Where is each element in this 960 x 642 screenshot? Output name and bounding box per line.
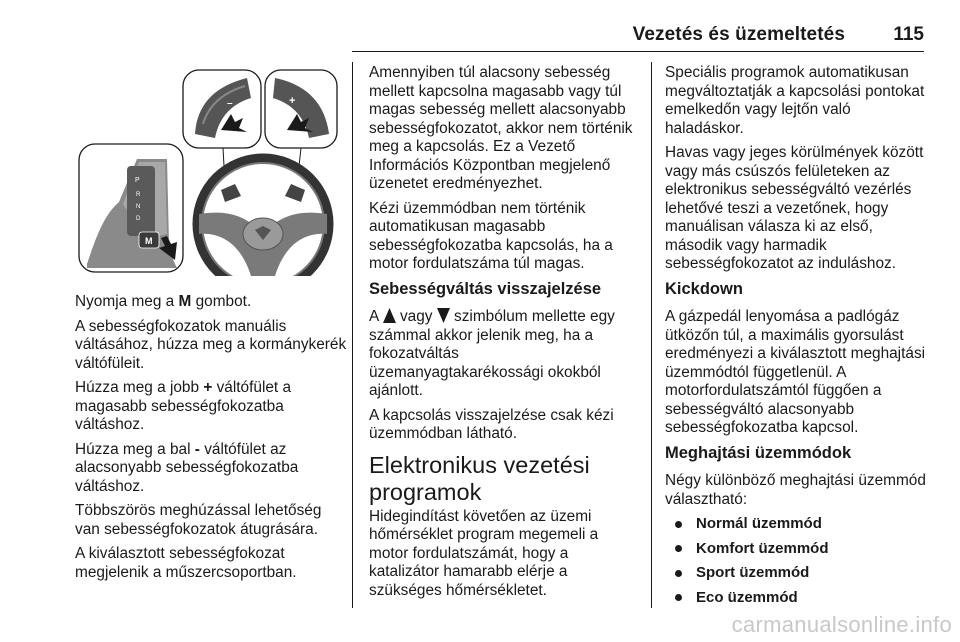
svg-text:R: R bbox=[136, 192, 141, 198]
page-header bbox=[0, 0, 960, 52]
svg-text:P: P bbox=[135, 177, 140, 184]
gear-lever-inset bbox=[79, 144, 183, 272]
paragraph: Húzza meg a jobb + váltófület a magasabb sebességfokozatba váltáshoz. bbox=[75, 379, 292, 433]
bullet-icon bbox=[675, 570, 682, 577]
paragraph: Kézi üzemmódban nem történik automatikusan magasabb sebességfokozatba kapcsolás, ha a motor fordulatszáma túl magas. bbox=[369, 199, 613, 272]
paragraph: A kapcsolás visszajelzése csak kézi üzemmódban látható. bbox=[369, 406, 614, 442]
shift-up-icon bbox=[383, 308, 396, 323]
list-item: Sport üzemmód bbox=[665, 564, 929, 583]
svg-text:D: D bbox=[136, 216, 141, 222]
paragraph: A gázpedál lenyomása a padlógáz ütközőn túl, a maximális gyorsulást eredményezi a kiválasztott meghajtási üzemmódtól függetlenül. A motorfordulatszámtól függően a sebességváltó alacsonyabb sebességfokozatba kapcsol. bbox=[665, 308, 926, 436]
paragraph: Nyomja meg a M gombot. bbox=[75, 293, 252, 310]
column-divider bbox=[651, 62, 652, 608]
column-2 bbox=[369, 64, 637, 606]
svg-text:N: N bbox=[136, 204, 141, 210]
paragraph: Hidegindítást követően az üzemi hőmérséklet program megemeli a motor fordulatszámát, hogy a katalizátor hamarabb elérje a szükséges hőmérsékletet. bbox=[369, 507, 599, 599]
section-heading: Kickdown bbox=[665, 279, 743, 298]
header-rule bbox=[352, 51, 924, 52]
watermark: carmanualsonline.info bbox=[731, 612, 952, 637]
header-title: Vezetés és üzemeltetés bbox=[632, 24, 845, 45]
paragraph: A sebességfokozatok manuális váltásához, húzza meg a kormánykerék váltófüleit. bbox=[75, 317, 347, 372]
paragraph: Havas vagy jeges körülmények között vagy más csúszós felületeken az elektronikus sebességváltó vezérlés lehetővé teszi a vezetőnek, hogy manuálisan válasza ki az első, második vagy harmadik sebességfokozatot az induláshoz. bbox=[665, 144, 924, 272]
column-divider bbox=[352, 62, 353, 608]
paragraph: Négy különböző meghajtási üzemmód választható: bbox=[665, 472, 926, 508]
svg-text:M: M bbox=[145, 236, 153, 246]
paragraph: A vagy szimbólum mellette egy számmal akkor jelenik meg, ha a fokozatváltás üzemanyagtakarékossági okokból ajánlott. bbox=[369, 308, 615, 399]
paragraph: Amennyiben túl alacsony sebesség mellett kapcsolna magasabb vagy túl magas sebesség mellett alacsonyabb sebességfokozatot, akkor nem történik meg a kapcsolás. Ez a Vezető Információs Központban megjelenő üzenetet eredményezhet. bbox=[369, 64, 633, 192]
paragraph: A kiválasztott sebességfokozat megjelenik a műszercsoportban. bbox=[75, 545, 297, 581]
steering-wheel bbox=[197, 158, 329, 276]
svg-text:–: – bbox=[227, 98, 233, 109]
page-number: 115 bbox=[893, 24, 924, 45]
paragraph: Többszörös meghúzással lehetőség van sebességfokozatok átugrására. bbox=[75, 502, 322, 538]
column-1 bbox=[75, 293, 347, 588]
section-heading: Sebességváltás visszajelzése bbox=[369, 279, 602, 298]
list-item: Eco üzemmód bbox=[665, 589, 929, 608]
bullet-icon bbox=[675, 594, 682, 601]
shift-down-icon bbox=[437, 308, 450, 323]
column-3 bbox=[665, 64, 929, 613]
drive-mode-list bbox=[665, 515, 929, 607]
minus-paddle-inset bbox=[183, 70, 261, 148]
bullet-icon bbox=[675, 521, 682, 528]
list-item: Normál üzemmód bbox=[665, 515, 929, 534]
paragraph: Húzza meg a bal - váltófület az alacsonyabb sebességfokozatba váltáshoz. bbox=[75, 440, 299, 495]
chapter-heading: Elektronikus vezetési programok bbox=[369, 451, 590, 505]
bullet-icon bbox=[675, 545, 682, 552]
section-heading: Meghajtási üzemmódok bbox=[665, 443, 852, 462]
paragraph: Speciális programok automatikusan megváltoztatják a kapcsolási pontokat emelkedőn vagy lejtőn való haladáskor. bbox=[665, 64, 925, 137]
shift-paddles-illustration bbox=[75, 64, 340, 276]
svg-text:+: + bbox=[289, 95, 296, 107]
list-item: Komfort üzemmód bbox=[665, 540, 929, 559]
plus-paddle-inset bbox=[265, 70, 337, 148]
